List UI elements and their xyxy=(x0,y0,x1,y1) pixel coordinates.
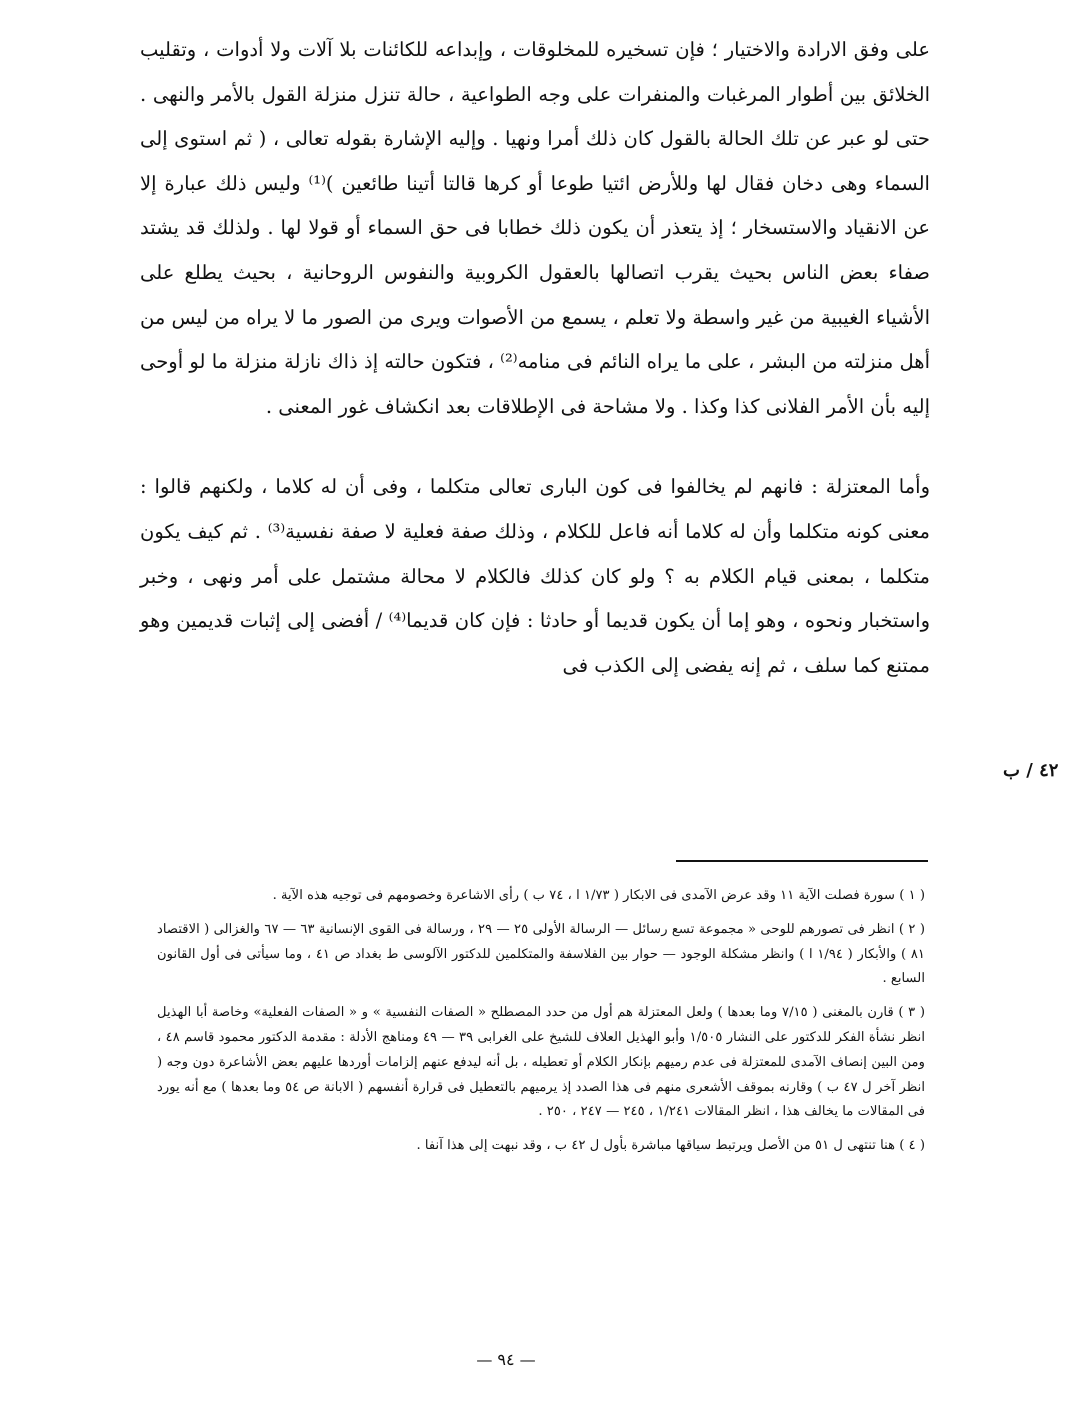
footnote-2: ( ٢ ) انظر فى تصورهم للوحى « مجموعة تسع رسائل — الرسالة الأولى ٢٥ — ٢٩ ، ورسالة فى القوى الإنسانية ٦٣ — ٦٧ والغزالى ( الاقتصاد ٨١ ) والأبكار ( ١/٩٤ ا ) وانظر مشكلة الوجود — حوار بين الفلاسفة والمتكلمين للدكتور الآلوسى ط بغداد ص ٤١ ، وما سيأتى فى أول القانون السابع . xyxy=(157,921,926,987)
main-paragraph-2: وأما المعتزلة : فانهم لم يخالفوا فى كون البارى تعالى متكلما ، وفى أن له كلاما ، ولكنهم قالوا : معنى كونه متكلما وأن له كلاما أنه فاعل للكلام ، وذلك صفة فعلية لا صفة نفسية⁽³⁾ . ثم كيف يكون متكلما ، بمعنى قيام الكلام به ؟ ولو كان كذلك فالكلام لا محالة مشتمل على أمر ونهى ، وخبر واستخبار ونحوه ، وهو إما أن يكون قديما أو حادثا : فإن كان قديما⁽⁴⁾ / أفضى إلى إثبات قديمين وهو ممتنع كما سلف ، ثم إنه يفضى إلى الكذب فى xyxy=(140,475,930,677)
page-number: — ٩٤ — xyxy=(476,1350,536,1369)
main-text-body xyxy=(140,28,930,688)
main-paragraph-1: على وفق الارادة والاختيار ؛ فإن تسخيره للمخلوقات ، وإبداعه للكائنات بلا آلات ولا أدوات ، وتقليب الخلائق بين أطوار المرغبات والمنفرات على وجه الطواعية ، حالة تنزل منزلة القول بالأمر والنهى . حتى لو عبر عن تلك الحالة بالقول كان ذلك أمرا ونهيا . وإليه الإشارة بقوله تعالى ، ( ثم استوى إلى السماء وهى دخان فقال لها وللأرض ائتيا طوعا أو كرها قالتا أتينا طائعين )⁽¹⁾ وليس ذلك عبارة إلا عن الانقياد والاستسخار ؛ إذ يتعذر أن يكون ذلك خطابا فى حق السماء أو قولا لها . ولذلك قد يشتد صفاء بعض الناس بحيث يقرب اتصالها بالعقول الكروبية والنفوس الروحانية ، بحيث يطلع على الأشياء الغيبية من غير واسطة ولا تعلم ، يسمع من الأصوات ويرى من الصور ما لا يراه من ليس من أهل منزلته من البشر ، على ما يراه النائم فى منامه⁽²⁾ ، فتكون حالته إذ ذاك نازلة منزلة ما لو أوحى إليه بأن الأمر الفلانى كذا وكذا . ولا مشاحة فى الإطلاقات بعد انكشاف غور المعنى . xyxy=(140,38,931,418)
footnote-1: ( ١ ) سورة فصلت الآية ١١ وقد عرض الآمدى فى الابكار ( ١/٧٣ ا ، ٧٤ ب ) رأى الاشاعرة وخصومهم فى توجيه هذه الآية . xyxy=(272,888,925,903)
footnote-3: ( ٣ ) قارن بالمغنى ( ٧/١٥ وما بعدها ) ولعل المعتزلة هم أول من حدد المصطلح « الصفات النفسية » و « الصفات الفعلية» وخاصة أبا الهذيل انظر نشأة الفكر للدكتور على النشار ١/٥٠٥ وأبو الهذيل العلاف للشيخ على الغرابى ٣٩ — ٤٩ ومناهج الأدلة : مقدمة الدكتور محمود قاسم ٤٨ ، ومن البين إنصاف الآمدى للمعتزلة فى عدم رميهم بإنكار الكلام أو تعطيله ، بل أنه ليدفع عنهم إلزامات أوردها عليهم بعض الأشاعرة دون وجه ( انظر آخر ل ٤٧ ب ) وقارنه بموقف الأشعرى منهم فى هذا الصدد إذ يرميهم بالتعطيل فى قرارة أنفسهم ( الابانة ص ٥٤ وما بعدها ) مع أنه يورد فى المقالات ما يخالف هذا ، انظر المقالات ١/٢٤١ ، ٢٤٥ — ٢٤٧ ، ٢٥٠ . xyxy=(157,1005,926,1120)
footnote-separator xyxy=(676,860,928,862)
footnotes xyxy=(157,884,925,1168)
manuscript-folio-marker: ٤٢ / ب xyxy=(1003,760,1059,781)
footnote-4: ( ٤ ) هنا تنتهى ل ٥١ من الأصل ويرتبط سياقها مباشرة بأول ل ٤٢ ب ، وقد نبهت إلى هذا آنفا . xyxy=(416,1138,925,1154)
